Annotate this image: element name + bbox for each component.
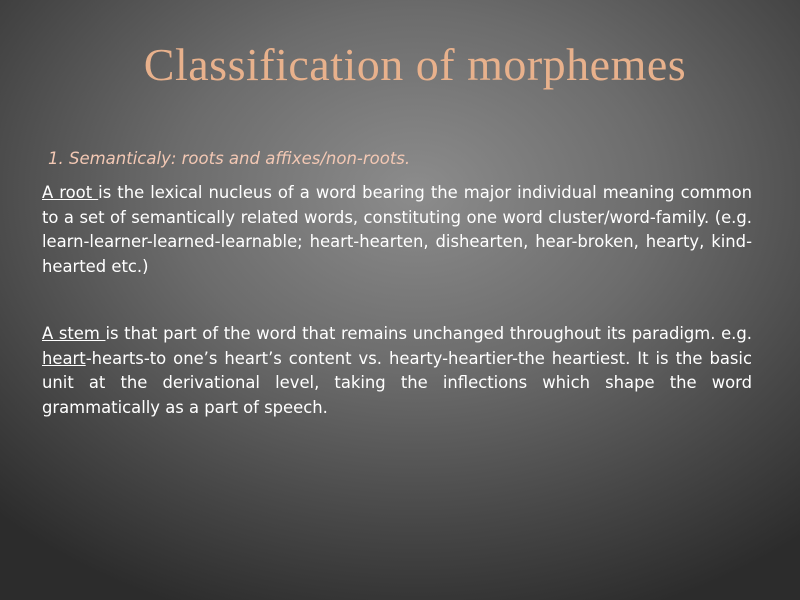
root-definition: is the lexical nucleus of a word bearing the major individual meaning common to a set of semantically related words, constituting one word cluster/word-family. (e.g. learn-learner-learned-learnable; heart-hearten, dishearten, hear-broken, hearty, kind-hearted etc.): [42, 183, 752, 276]
section-heading: 1. Semanticaly: roots and affixes/non-roots.: [48, 149, 411, 168]
stem-paragraph: [42, 322, 752, 420]
stem-example-continuation: -hearts-to one’s heart’s content vs. hearty-heartier-the heartiest. It is the basic unit at the derivational level, taking the inflections which shape the word grammatically as a part of speech.: [42, 348, 752, 417]
stem-term: A stem: [42, 324, 106, 343]
root-paragraph: [42, 181, 752, 279]
slide-title: Classification of morphemes: [143, 39, 687, 90]
stem-definition: is that part of the word that remains unchanged throughout its paradigm. e.g.: [105, 324, 753, 343]
stem-example-word: heart: [42, 348, 86, 368]
root-term: A root: [42, 183, 99, 202]
